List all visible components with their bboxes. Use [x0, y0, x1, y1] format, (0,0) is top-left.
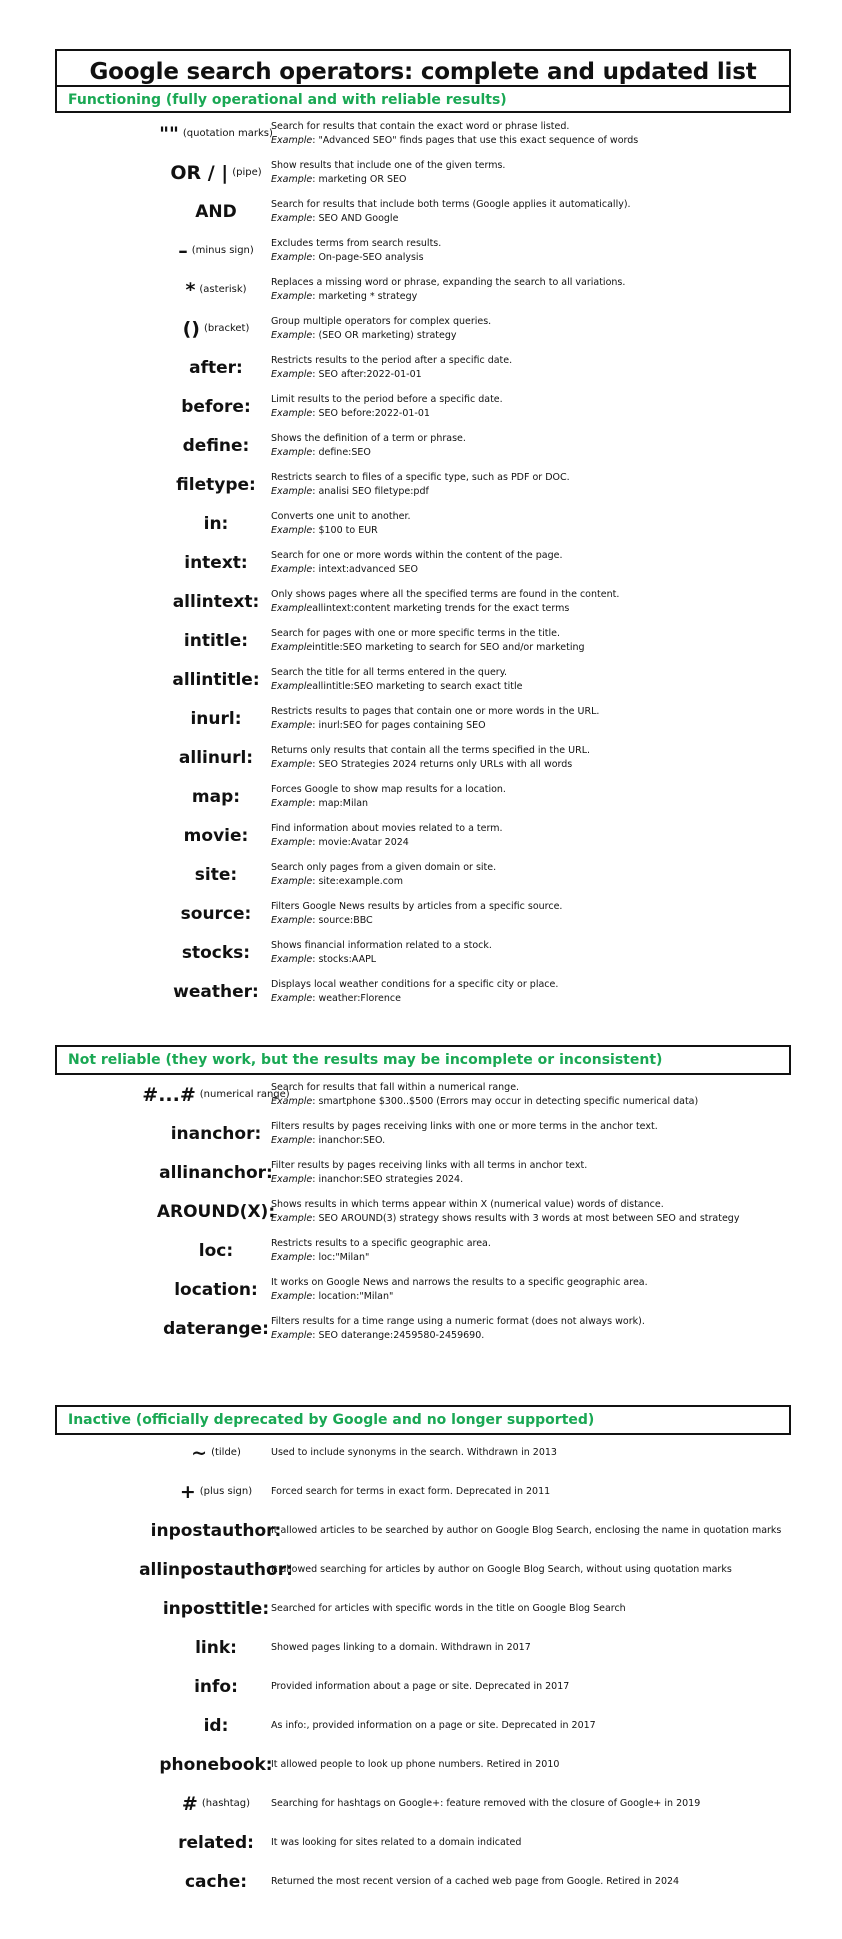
- example-text: : site:example.com: [312, 875, 403, 887]
- operator-row: [55, 270, 791, 309]
- section-heading: Not reliable (they work, but the results may be incomplete or inconsistent): [68, 1052, 663, 1068]
- description-text: Converts one unit to another.: [271, 510, 411, 522]
- example-text: : source:BBC: [312, 914, 373, 926]
- example-label: Example: [271, 641, 313, 653]
- operator-description: [271, 1309, 791, 1348]
- operator-row: [55, 855, 791, 894]
- example-line: [271, 1212, 791, 1226]
- example-label: Example: [271, 1095, 313, 1107]
- operator-row: [55, 699, 791, 738]
- section-heading-box: [55, 1045, 791, 1075]
- operator-description: [271, 1270, 791, 1309]
- example-label: Example: [271, 1290, 313, 1302]
- operator-name: intext:: [184, 552, 248, 573]
- example-text: allintext:content marketing trends for the exact terms: [312, 602, 570, 614]
- operator-name: movie:: [183, 825, 249, 846]
- operator-name: –: [178, 239, 188, 262]
- operator-note: (plus sign): [199, 1486, 253, 1497]
- description-text: Show results that include one of the given terms.: [271, 159, 506, 171]
- operator-name: id:: [203, 1715, 229, 1736]
- example-text: : analisi SEO filetype:pdf: [312, 485, 429, 497]
- description-text: Shows financial information related to a stock.: [271, 939, 492, 951]
- example-text: : On-page-SEO analysis: [312, 251, 424, 263]
- example-label: Example: [271, 563, 313, 575]
- operator-description: [271, 1114, 791, 1153]
- operator-description: [271, 1745, 791, 1784]
- operator-description: [271, 582, 791, 621]
- operator-name: inurl:: [190, 708, 242, 729]
- operator-row: [55, 816, 791, 855]
- operator-row: [55, 1862, 791, 1901]
- description-text: It allowed searching for articles by author on Google Blog Search, without using quotation marks: [271, 1563, 732, 1575]
- operator-row: [55, 1550, 791, 1589]
- operator-name: map:: [191, 786, 241, 807]
- example-text: intitle:SEO marketing to search for SEO and/or marketing: [312, 641, 585, 653]
- description-text: Returns only results that contain all the terms specified in the URL.: [271, 744, 591, 756]
- operator-name: inposttitle:: [162, 1598, 270, 1619]
- description-text: Search for pages with one or more specific terms in the title.: [271, 627, 561, 639]
- example-line: [271, 992, 791, 1006]
- operator-description: [271, 1706, 791, 1745]
- example-label: Example: [271, 1212, 313, 1224]
- operator-name: inpostauthor:: [150, 1520, 282, 1541]
- example-text: : inurl:SEO for pages containing SEO: [312, 719, 486, 731]
- example-label: Example: [271, 1329, 313, 1341]
- description-text: Excludes terms from search results.: [271, 237, 442, 249]
- example-line: [271, 446, 791, 460]
- operator-row: [55, 1511, 791, 1550]
- example-text: : inanchor:SEO strategies 2024.: [312, 1173, 464, 1185]
- example-line: [271, 1134, 791, 1148]
- description-text: Filter results by pages receiving links with all terms in anchor text.: [271, 1159, 588, 1171]
- example-text: : intext:advanced SEO: [312, 563, 418, 575]
- operator-row: [55, 933, 791, 972]
- example-line: [271, 1251, 791, 1265]
- operator-name: related:: [178, 1832, 254, 1853]
- description-text: Only shows pages where all the specified terms are found in the content.: [271, 588, 620, 600]
- operator-row: [55, 660, 791, 699]
- example-line: [271, 875, 791, 889]
- operator-name: +: [179, 1480, 196, 1503]
- operator-name: filetype:: [176, 474, 256, 495]
- example-line: [271, 134, 791, 148]
- example-line: [271, 407, 791, 421]
- operator-row: [55, 1270, 791, 1309]
- operator-row: [55, 1153, 791, 1192]
- operator-name: weather:: [173, 981, 259, 1002]
- example-text: : weather:Florence: [312, 992, 401, 1004]
- example-line: [271, 797, 791, 811]
- example-text: : map:Milan: [312, 797, 369, 809]
- example-line: [271, 524, 791, 538]
- example-line: [271, 1095, 791, 1109]
- operator-description: [271, 1628, 791, 1667]
- example-label: Example: [271, 719, 313, 731]
- example-text: : define:SEO: [312, 446, 371, 458]
- description-text: It was looking for sites related to a domain indicated: [271, 1836, 522, 1848]
- operator-description: [271, 660, 791, 699]
- example-label: Example: [271, 134, 313, 146]
- operator-description: [271, 933, 791, 972]
- operator-name: AROUND(X):: [156, 1201, 276, 1222]
- example-text: : movie:Avatar 2024: [312, 836, 409, 848]
- description-text: Returned the most recent version of a cached web page from Google. Retired in 2024: [271, 1875, 680, 1887]
- operator-row: [55, 1231, 791, 1270]
- example-line: [271, 485, 791, 499]
- operator-note: (asterisk): [199, 284, 247, 295]
- description-text: Limit results to the period before a specific date.: [271, 393, 503, 405]
- example-label: Example: [271, 1251, 313, 1263]
- description-text: Restricts results to pages that contain one or more words in the URL.: [271, 705, 600, 717]
- example-line: [271, 719, 791, 733]
- operator-name: allinanchor:: [159, 1162, 273, 1183]
- example-text: : smartphone $300..$500 (Errors may occur in detecting specific numerical data): [312, 1095, 699, 1107]
- operator-row: [55, 1823, 791, 1862]
- example-label: Example: [271, 758, 313, 770]
- operator-row: [55, 1309, 791, 1348]
- operator-name: AND: [195, 201, 237, 222]
- operator-row: [55, 153, 791, 192]
- operator-description: [271, 1862, 791, 1901]
- operator-name: after:: [189, 357, 243, 378]
- description-text: Filters results for a time range using a numeric format (does not always work).: [271, 1315, 645, 1327]
- operator-name: info:: [194, 1676, 238, 1697]
- operator-row: [55, 231, 791, 270]
- operator-description: [271, 1433, 791, 1472]
- operator-description: [271, 621, 791, 660]
- example-text: : stocks:AAPL: [312, 953, 377, 965]
- operator-row: [55, 465, 791, 504]
- operator-row: [55, 621, 791, 660]
- description-text: Searched for articles with specific words in the title on Google Blog Search: [271, 1602, 626, 1614]
- operator-note: (quotation marks): [182, 128, 273, 139]
- operator-description: [271, 699, 791, 738]
- operator-description: [271, 1231, 791, 1270]
- example-label: Example: [271, 602, 313, 614]
- section-heading-box: [55, 1405, 791, 1435]
- operator-description: [271, 1550, 791, 1589]
- operator-row: [55, 114, 791, 153]
- operator-row: [55, 309, 791, 348]
- operator-description: [271, 348, 791, 387]
- example-label: Example: [271, 290, 313, 302]
- page-title: Google search operators: complete and updated list: [89, 59, 757, 85]
- operator-description: [271, 1589, 791, 1628]
- operator-name: "": [159, 122, 179, 145]
- operator-row: [55, 1667, 791, 1706]
- description-text: Restricts search to files of a specific type, such as PDF or DOC.: [271, 471, 570, 483]
- operator-description: [271, 114, 791, 153]
- operator-description: [271, 1192, 791, 1231]
- operator-note: (bracket): [203, 323, 250, 334]
- operator-name: allinurl:: [178, 747, 254, 768]
- operator-description: [271, 387, 791, 426]
- operator-name: intitle:: [183, 630, 249, 651]
- operator-name: ~: [191, 1441, 208, 1464]
- operator-description: [271, 894, 791, 933]
- example-text: : SEO before:2022-01-01: [312, 407, 430, 419]
- title-box: [55, 49, 791, 113]
- example-line: [271, 251, 791, 265]
- example-text: : marketing * strategy: [312, 290, 418, 302]
- example-text: : SEO AND Google: [312, 212, 399, 224]
- operator-note: (minus sign): [191, 245, 254, 256]
- operator-row: [55, 1192, 791, 1231]
- example-line: [271, 290, 791, 304]
- operator-row: [55, 738, 791, 777]
- example-text: : inanchor:SEO.: [312, 1134, 386, 1146]
- operator-description: [271, 1667, 791, 1706]
- example-label: Example: [271, 914, 313, 926]
- operator-row: [55, 1433, 791, 1472]
- operator-name: allintitle:: [172, 669, 260, 690]
- description-text: Replaces a missing word or phrase, expanding the search to all variations.: [271, 276, 626, 288]
- operator-name: source:: [180, 903, 252, 924]
- description-text: It works on Google News and narrows the results to a specific geographic area.: [271, 1276, 648, 1288]
- operator-note: (tilde): [211, 1447, 241, 1458]
- operator-name: site:: [194, 864, 238, 885]
- operator-note: (numerical range): [199, 1089, 290, 1100]
- description-text: Filters Google News results by articles from a specific source.: [271, 900, 563, 912]
- example-text: : location:"Milan": [312, 1290, 394, 1302]
- example-text: : "Advanced SEO" finds pages that use this exact sequence of words: [312, 134, 639, 146]
- operator-row: [55, 504, 791, 543]
- example-label: Example: [271, 251, 313, 263]
- example-line: [271, 368, 791, 382]
- description-text: Shows results in which terms appear within X (numerical value) words of distance.: [271, 1198, 664, 1210]
- operator-description: [271, 270, 791, 309]
- example-label: Example: [271, 485, 313, 497]
- operator-description: [271, 1784, 791, 1823]
- example-line: [271, 641, 791, 655]
- example-label: Example: [271, 368, 313, 380]
- operator-description: [271, 855, 791, 894]
- example-label: Example: [271, 680, 313, 692]
- operator-name: inanchor:: [170, 1123, 262, 1144]
- operator-description: [271, 1472, 791, 1511]
- example-line: [271, 836, 791, 850]
- example-text: : SEO Strategies 2024 returns only URLs with all words: [312, 758, 573, 770]
- operator-row: [55, 1784, 791, 1823]
- example-label: Example: [271, 1173, 313, 1185]
- operator-row: [55, 348, 791, 387]
- operator-row: [55, 777, 791, 816]
- operator-name: link:: [195, 1637, 237, 1658]
- example-line: [271, 602, 791, 616]
- description-text: It allowed articles to be searched by author on Google Blog Search, enclosing the name in quotation marks: [271, 1524, 782, 1536]
- description-text: Search the title for all terms entered in the query.: [271, 666, 508, 678]
- operator-name: #...#: [142, 1083, 196, 1106]
- example-label: Example: [271, 173, 313, 185]
- example-line: [271, 563, 791, 577]
- operator-note: (hashtag): [201, 1798, 251, 1809]
- description-text: It allowed people to look up phone numbers. Retired in 2010: [271, 1758, 560, 1770]
- operator-description: [271, 192, 791, 231]
- example-label: Example: [271, 1134, 313, 1146]
- operator-name: define:: [182, 435, 250, 456]
- operator-row: [55, 582, 791, 621]
- example-line: [271, 173, 791, 187]
- operator-name: location:: [174, 1279, 258, 1300]
- description-text: Shows the definition of a term or phrase.: [271, 432, 466, 444]
- section-heading: Inactive (officially deprecated by Google and no longer supported): [68, 1412, 595, 1428]
- description-text: Search for results that include both terms (Google applies it automatically).: [271, 198, 631, 210]
- operator-row: [55, 387, 791, 426]
- operator-name: before:: [181, 396, 251, 417]
- example-line: [271, 680, 791, 694]
- operator-name: daterange:: [163, 1318, 269, 1339]
- example-label: Example: [271, 407, 313, 419]
- example-label: Example: [271, 797, 313, 809]
- operator-row: [55, 1706, 791, 1745]
- operator-row: [55, 1589, 791, 1628]
- example-label: Example: [271, 953, 313, 965]
- example-label: Example: [271, 875, 313, 887]
- example-line: [271, 329, 791, 343]
- operator-name: loc:: [198, 1240, 234, 1261]
- operator-name: cache:: [184, 1871, 248, 1892]
- operator-description: [271, 465, 791, 504]
- operator-description: [271, 816, 791, 855]
- operator-row: [55, 894, 791, 933]
- description-text: Showed pages linking to a domain. Withdrawn in 2017: [271, 1641, 531, 1653]
- operator-row: [55, 192, 791, 231]
- operator-name: *: [185, 278, 196, 301]
- example-text: : SEO daterange:2459580-2459690.: [312, 1329, 485, 1341]
- description-text: Restricts results to a specific geographic area.: [271, 1237, 491, 1249]
- operator-description: [271, 738, 791, 777]
- operator-name: allintext:: [172, 591, 260, 612]
- example-text: : $100 to EUR: [312, 524, 378, 536]
- operator-description: [271, 543, 791, 582]
- description-text: Search for one or more words within the content of the page.: [271, 549, 563, 561]
- operator-name: (): [182, 317, 200, 340]
- operator-description: [271, 426, 791, 465]
- example-text: allintitle:SEO marketing to search exact title: [312, 680, 523, 692]
- operator-note: (pipe): [232, 167, 262, 178]
- operator-name: OR / |: [170, 161, 229, 184]
- operator-description: [271, 153, 791, 192]
- operator-row: [55, 1114, 791, 1153]
- operator-row: [55, 1745, 791, 1784]
- description-text: Displays local weather conditions for a specific city or place.: [271, 978, 559, 990]
- description-text: Find information about movies related to a term.: [271, 822, 503, 834]
- operator-row: [55, 1075, 791, 1114]
- example-label: Example: [271, 329, 313, 341]
- example-text: : loc:"Milan": [312, 1251, 370, 1263]
- example-line: [271, 953, 791, 967]
- operator-name: #: [181, 1792, 198, 1815]
- operator-name: allinpostauthor:: [139, 1559, 293, 1580]
- description-text: Restricts results to the period after a specific date.: [271, 354, 513, 366]
- description-text: Forces Google to show map results for a location.: [271, 783, 506, 795]
- description-text: As info:, provided information on a page or site. Deprecated in 2017: [271, 1719, 596, 1731]
- operator-description: [271, 309, 791, 348]
- description-text: Search for results that contain the exact word or phrase listed.: [271, 120, 570, 132]
- operator-row: [55, 1472, 791, 1511]
- operator-description: [271, 1823, 791, 1862]
- description-text: Search for results that fall within a numerical range.: [271, 1081, 520, 1093]
- example-label: Example: [271, 524, 313, 536]
- example-text: : marketing OR SEO: [312, 173, 407, 185]
- operator-description: [271, 231, 791, 270]
- example-text: : SEO after:2022-01-01: [312, 368, 422, 380]
- operator-description: [271, 1153, 791, 1192]
- operator-description: [271, 1075, 791, 1114]
- example-line: [271, 212, 791, 226]
- description-text: Group multiple operators for complex queries.: [271, 315, 492, 327]
- operator-row: [55, 1628, 791, 1667]
- description-text: Used to include synonyms in the search. Withdrawn in 2013: [271, 1446, 557, 1458]
- example-text: : (SEO OR marketing) strategy: [312, 329, 457, 341]
- example-text: : SEO AROUND(3) strategy shows results with 3 words at most between SEO and strategy: [312, 1212, 740, 1224]
- example-label: Example: [271, 992, 313, 1004]
- operator-row: [55, 543, 791, 582]
- description-text: Filters results by pages receiving links with one or more terms in the anchor text.: [271, 1120, 658, 1132]
- example-line: [271, 1329, 791, 1343]
- example-label: Example: [271, 836, 313, 848]
- example-line: [271, 914, 791, 928]
- example-label: Example: [271, 446, 313, 458]
- example-line: [271, 758, 791, 772]
- operator-description: [271, 1511, 791, 1550]
- operator-row: [55, 426, 791, 465]
- description-text: Forced search for terms in exact form. Deprecated in 2011: [271, 1485, 551, 1497]
- operator-name: phonebook:: [159, 1754, 273, 1775]
- operator-description: [271, 777, 791, 816]
- operator-row: [55, 972, 791, 1011]
- operator-name: in:: [203, 513, 229, 534]
- operator-description: [271, 504, 791, 543]
- description-text: Provided information about a page or site. Deprecated in 2017: [271, 1680, 570, 1692]
- example-label: Example: [271, 212, 313, 224]
- example-line: [271, 1173, 791, 1187]
- description-text: Searching for hashtags on Google+: feature removed with the closure of Google+ in 2019: [271, 1797, 701, 1809]
- section-heading-functioning: Functioning (fully operational and with reliable results): [68, 92, 507, 108]
- operator-name: stocks:: [181, 942, 251, 963]
- description-text: Search only pages from a given domain or site.: [271, 861, 497, 873]
- example-line: [271, 1290, 791, 1304]
- operator-description: [271, 972, 791, 1011]
